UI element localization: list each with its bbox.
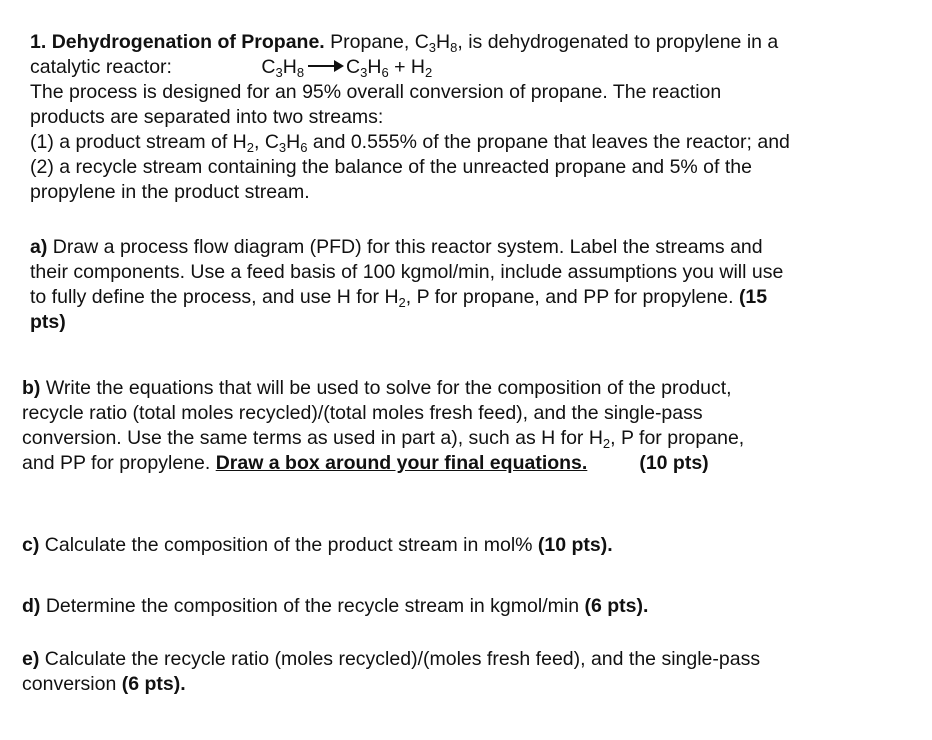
reaction-arrow-icon xyxy=(308,65,342,67)
problem-line-6: (2) a recycle stream containing the balance of the unreacted propane and 5% of the xyxy=(30,156,752,178)
part-d: d) Determine the composition of the recycle stream in kgmol/min (6 pts). xyxy=(22,595,649,617)
part-c-label: c) xyxy=(22,534,40,556)
problem-statement xyxy=(30,30,910,205)
problem-line-7: propylene in the product stream. xyxy=(30,181,310,203)
part-b-label: b) xyxy=(22,377,41,399)
part-c-points: (10 pts) xyxy=(537,534,608,556)
problem-line-4: products are separated into two streams: xyxy=(30,106,384,128)
part-e-points: (6 pts) xyxy=(121,673,181,695)
reaction-equation: $C_3H_8$ $C_3H_6 + H_2$ xyxy=(261,56,433,80)
problem-line-2: catalytic reactor: $C_3H_8$ $C_3H_6 + H_2$ xyxy=(30,56,433,80)
problem-title: Dehydrogenation of Propane. xyxy=(51,31,325,53)
part-e-label: e) xyxy=(22,648,40,670)
part-a-points: (15 xyxy=(738,286,768,308)
part-b-points: (10 pts) xyxy=(639,452,709,474)
problem-line-1: 1. Dehydrogenation of Propane. Propane, $C_3H_8$, is dehydrogenated to propylene in a xyxy=(30,31,779,55)
part-d-points: (6 pts) xyxy=(584,595,643,617)
part-a: a) Draw a process flow diagram (PFD) for this reactor system. Label the streams and their components. Use a feed basis of 100 kgmol/min, include assumptions you will use to fully define the process, and use H for $H_2$, P for propane, and PP for propylene. (15 pts) xyxy=(30,236,784,333)
part-e: e) Calculate the recycle ratio (moles recycled)/(moles fresh feed), and the single-pass conversion (6 pts). xyxy=(22,648,761,695)
part-d-label: d) xyxy=(22,595,41,617)
part-b-emphasis: Draw a box around your final equations. xyxy=(215,452,588,474)
problem-line-5: (1) a product stream of $H_2$, $C_3H_6$ and 0.555% of the propane that leaves the reactor; and xyxy=(30,131,790,155)
part-a-label: a) xyxy=(30,236,48,258)
part-c: c) Calculate the composition of the product stream in mol% (10 pts). xyxy=(22,534,613,556)
problem-number: 1. xyxy=(30,31,47,53)
part-b: b) Write the equations that will be used to solve for the composition of the product, recycle ratio (total moles recycled)/(total moles fresh feed), and the single-pass conversion. Use the same terms as used in part a), such as H for $H_2$, P for propane, and PP for propylene. Draw a box around your final equations. (10 pts) xyxy=(22,377,745,474)
problem-line-3: The process is designed for an 95% overall conversion of propane. The reaction xyxy=(30,81,722,103)
